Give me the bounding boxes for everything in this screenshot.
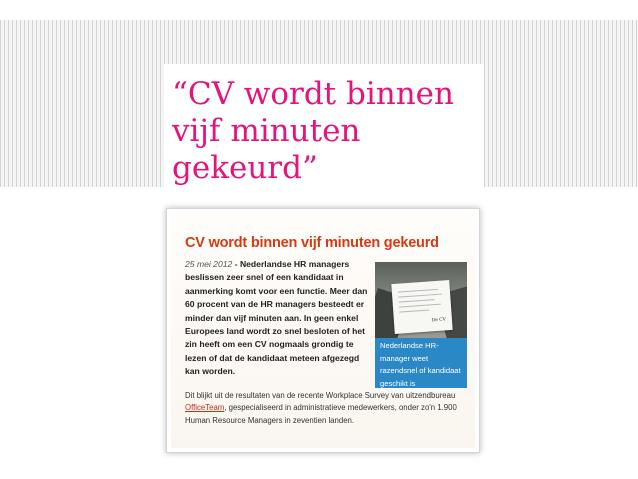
article-clipping <box>166 208 480 453</box>
officeteam-link[interactable]: OfficeTeam <box>185 403 225 413</box>
photo-caption: Nederlandse HR-manager weet razendsnel of kandidaat geschikt is <box>375 338 467 388</box>
article-headline: CV wordt binnen vijf minuten gekeurd <box>185 235 439 251</box>
article-lead-text: - Nederlandse HR managers beslissen zeer snel of een kandidaat in aanmerking komt voor een functie. Meer dan 60 procent van de HR managers besteedt er minder dan vijf minuten aan. In geen enkel Europees land wordt zo snel besloten of het zin heeft om een CV nogmaals grondig te lezen of dat de kandidaat meteen afgezegd kan worden. <box>185 259 368 377</box>
article-photo <box>375 262 467 338</box>
paragraph-text-end: , gespecialiseerd in administratieve medewerkers, onder zo'n 1.900 Human Resource Managers in zeventien landen. <box>185 403 457 425</box>
paragraph-text-start: Dit blijkt uit de resultaten van de recente Workplace Survey van uitzendbureau <box>185 391 456 400</box>
photo-cv-paper <box>391 280 452 334</box>
photo-cv-label: De CV <box>431 317 447 324</box>
article-paragraph <box>185 390 475 427</box>
article-body <box>171 213 475 448</box>
slide-title: “CV wordt binnen vijf minuten gekeurd” <box>172 76 454 186</box>
article-lead <box>185 258 375 379</box>
article-date: 25 mei 2012 <box>185 259 233 269</box>
